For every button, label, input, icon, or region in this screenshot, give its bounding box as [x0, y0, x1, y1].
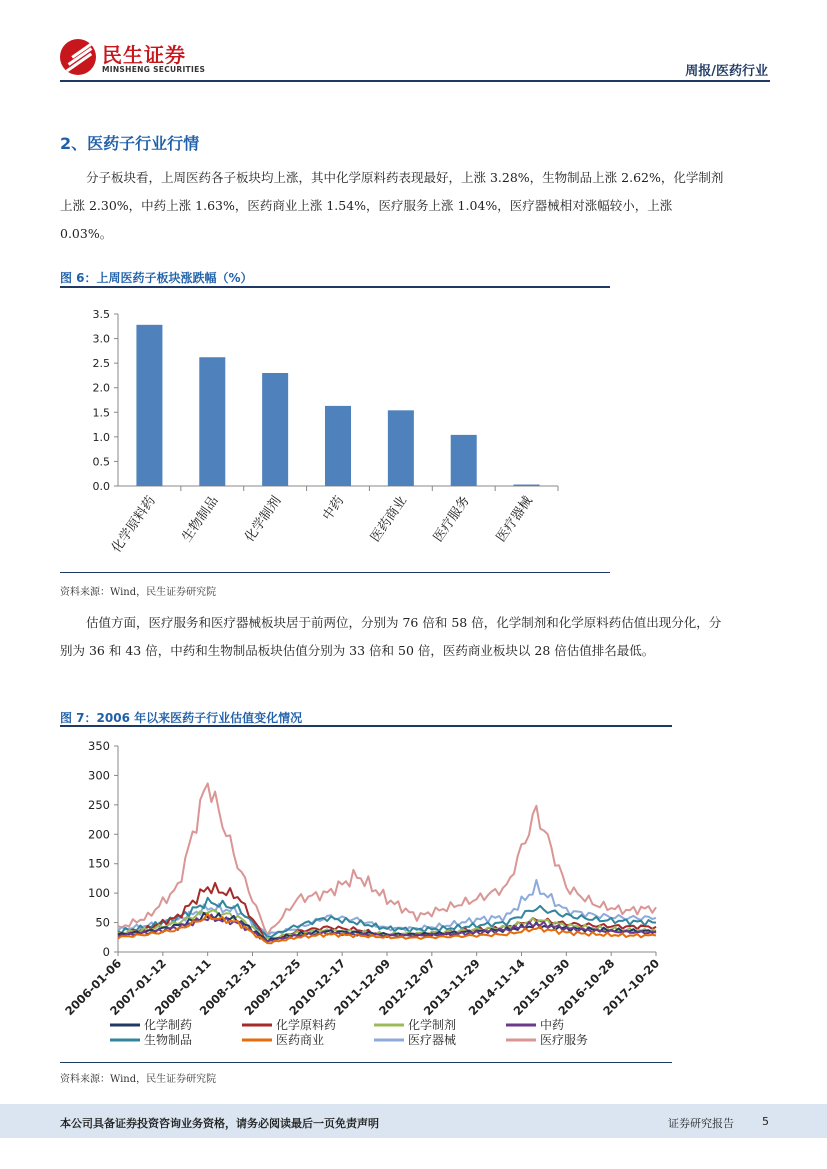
section-title: 2、医药子行业行情	[60, 134, 200, 153]
x-tick-label: 2006-01-06	[62, 956, 125, 1019]
bar	[199, 357, 225, 486]
x-tick-label: 2013-11-29	[420, 956, 483, 1019]
line-chart-valuation-history	[60, 732, 672, 1062]
x-tick-label: 2009-12-25	[241, 956, 304, 1019]
bar	[262, 373, 288, 486]
page-footer	[0, 1104, 827, 1138]
legend-label: 生物制品	[144, 1033, 193, 1047]
report-tag: 周报/医药行业	[685, 64, 768, 79]
bar	[325, 406, 351, 486]
x-tick-label: 化学制剂	[242, 493, 285, 545]
y-tick-label: 3.5	[92, 308, 110, 321]
legend-label: 医疗服务	[540, 1033, 589, 1047]
y-tick-label: 0	[102, 945, 110, 959]
x-tick-label: 2008-12-31	[196, 956, 259, 1019]
figure7-bottom-rule	[60, 1062, 672, 1063]
x-tick-label: 2012-12-07	[376, 956, 438, 1019]
bar	[514, 485, 540, 486]
x-tick-label: 医药商业	[368, 493, 411, 545]
y-tick-label: 1.5	[92, 406, 110, 420]
y-tick-label: 50	[95, 915, 110, 930]
legend-label: 化学原料药	[276, 1018, 337, 1032]
y-tick-label: 300	[88, 768, 110, 783]
x-tick-label: 2011-12-09	[331, 956, 394, 1019]
legend-label: 化学制剂	[408, 1018, 457, 1032]
footer-report-type: 证券研究报告	[668, 1117, 734, 1130]
x-tick-label: 2010-12-17	[286, 956, 349, 1019]
y-tick-label: 2.5	[92, 357, 110, 371]
x-tick-label: 2008-01-11	[151, 956, 214, 1019]
figure6-source: 资料来源：Wind，民生证券研究院	[60, 587, 217, 598]
logo-text-cn: 民生证券	[102, 43, 186, 67]
x-tick-label: 生物制品	[179, 493, 222, 545]
bar	[136, 325, 162, 486]
footer-disclaimer: 本公司具备证券投资咨询业务资格，请务必阅读最后一页免责声明	[60, 1117, 379, 1130]
y-tick-label: 200	[88, 827, 110, 842]
x-tick-label: 医疗器械	[493, 493, 536, 545]
header-rule	[60, 80, 770, 82]
figure6-title: 图 6：上周医药子板块涨跌幅（%）	[60, 271, 253, 285]
figure7-title: 图 7：2006 年以来医药子行业估值变化情况	[60, 711, 303, 725]
x-tick-label: 2015-10-30	[510, 956, 573, 1019]
y-tick-label: 3.0	[92, 332, 110, 346]
legend-label: 医疗器械	[408, 1033, 457, 1047]
y-tick-label: 150	[88, 856, 110, 871]
page-number: 5	[762, 1115, 769, 1128]
logo-text-en: MINSHENG SECURITIES	[102, 65, 206, 74]
paragraph-valuation: 估值方面，医疗服务和医疗器械板块居于前两位，分别为 76 倍和 58 倍，化学制剂和化学原料药估值出现分化，分别为 36 和 43 倍，中药和生物制品板块估值分别为 33 倍和 50 倍，医药商业板块以 28 倍估值排名最低。	[60, 615, 722, 658]
bar	[451, 435, 477, 486]
y-tick-label: 100	[88, 886, 110, 901]
paragraph-subsector-performance: 分子板块看，上周医药各子板块均上涨，其中化学原料药表现最好，上涨 3.28%，生物制品上涨 2.62%，化学制剂上涨 2.30%，中药上涨 1.63%，医药商业上涨 1.54%，医疗服务上涨 1.04%，医疗器械相对涨幅较小，上涨 0.03%。	[60, 170, 724, 241]
y-tick-label: 0.5	[92, 455, 110, 469]
x-tick-label: 2014-11-14	[465, 956, 528, 1019]
legend-label: 医药商业	[276, 1033, 325, 1047]
y-tick-label: 250	[88, 797, 110, 812]
y-tick-label: 2.0	[92, 381, 110, 395]
x-tick-label: 中药	[320, 493, 348, 524]
logo-emblem-icon	[60, 39, 96, 75]
figure6-top-rule	[60, 286, 610, 288]
x-tick-label: 2007-01-12	[107, 956, 169, 1019]
y-tick-label: 1.0	[92, 430, 110, 444]
figure6-bottom-rule	[60, 572, 610, 573]
legend-label: 中药	[540, 1018, 565, 1032]
x-tick-label: 2016-10-28	[555, 956, 618, 1019]
bar-chart-weekly-change	[60, 296, 620, 566]
y-tick-label: 0.0	[92, 480, 110, 493]
x-tick-label: 化学原料药	[109, 493, 159, 556]
y-tick-label: 350	[88, 739, 110, 753]
x-tick-label: 医疗服务	[430, 493, 473, 545]
figure7-source: 资料来源：Wind，民生证券研究院	[60, 1074, 217, 1085]
x-tick-label: 2017-10-20	[600, 956, 663, 1019]
legend-label: 化学制药	[144, 1018, 193, 1032]
bar	[388, 410, 414, 486]
page-header	[60, 30, 768, 82]
figure7-top-rule	[60, 725, 672, 727]
company-logo	[60, 35, 220, 77]
